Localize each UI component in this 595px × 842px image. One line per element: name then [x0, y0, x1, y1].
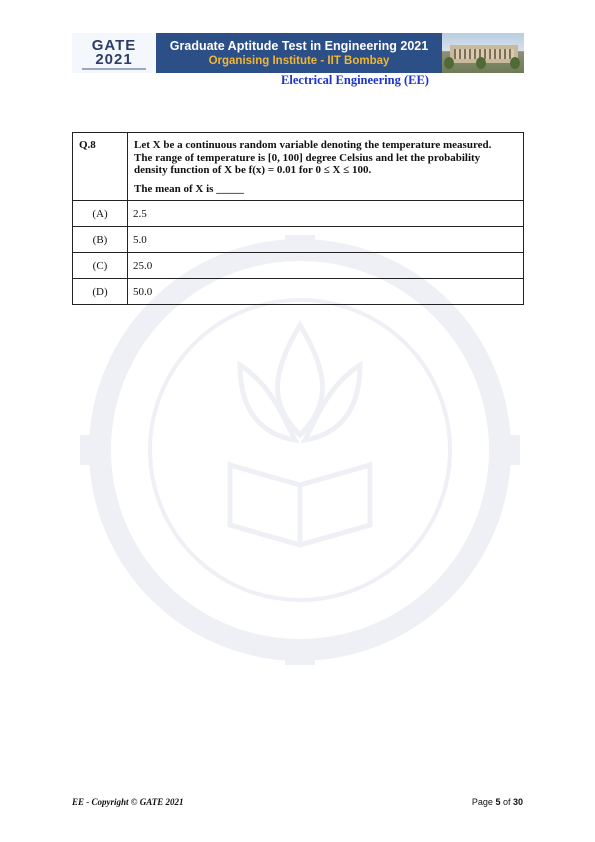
campus-building-image — [442, 33, 524, 73]
banner-text — [156, 33, 442, 73]
gate-logo — [72, 33, 156, 73]
option-label: (C) — [73, 253, 128, 279]
option-value: 50.0 — [128, 279, 524, 305]
banner-title: Graduate Aptitude Test in Engineering 2021 — [169, 38, 429, 53]
page-total: 30 — [512, 797, 523, 807]
page-current: 5 — [495, 797, 501, 807]
option-value: 25.0 — [128, 253, 524, 279]
question-number: Q.8 — [73, 133, 128, 201]
footer-copyright: EE - Copyright © GATE 2021 — [72, 797, 184, 807]
question-ask: The mean of X is _____ — [134, 182, 244, 195]
question-line-2: The range of temperature is [0, 100] degree Celsius and let the probability — [134, 151, 481, 164]
option-row-a — [73, 201, 524, 227]
option-label: (A) — [73, 201, 128, 227]
logo-underline — [82, 68, 146, 70]
footer-page-number — [472, 797, 523, 807]
option-row-d — [73, 279, 524, 305]
page-mid: of — [500, 797, 513, 807]
option-value: 5.0 — [128, 227, 524, 253]
option-row-b — [73, 227, 524, 253]
option-label: (B) — [73, 227, 128, 253]
option-row-c — [73, 253, 524, 279]
question-table — [72, 132, 524, 305]
banner-subtitle: Organising Institute - IIT Bombay — [208, 54, 390, 67]
subject-title: Electrical Engineering (EE) — [281, 73, 429, 87]
question-text — [128, 133, 524, 201]
page-prefix: Page — [471, 797, 496, 807]
header-banner — [72, 33, 524, 73]
logo-year-text: 2021 — [95, 51, 133, 68]
option-value: 2.5 — [128, 201, 524, 227]
question-line-3: density function of X be f(x) = 0.01 for 0 ≤ X ≤ 100. — [134, 164, 372, 176]
question-row — [73, 133, 524, 201]
question-line-1: Let X be a continuous random variable denoting the temperature measured. — [134, 139, 492, 151]
option-label: (D) — [73, 279, 128, 305]
logo-gate-text: GATE — [91, 37, 137, 54]
